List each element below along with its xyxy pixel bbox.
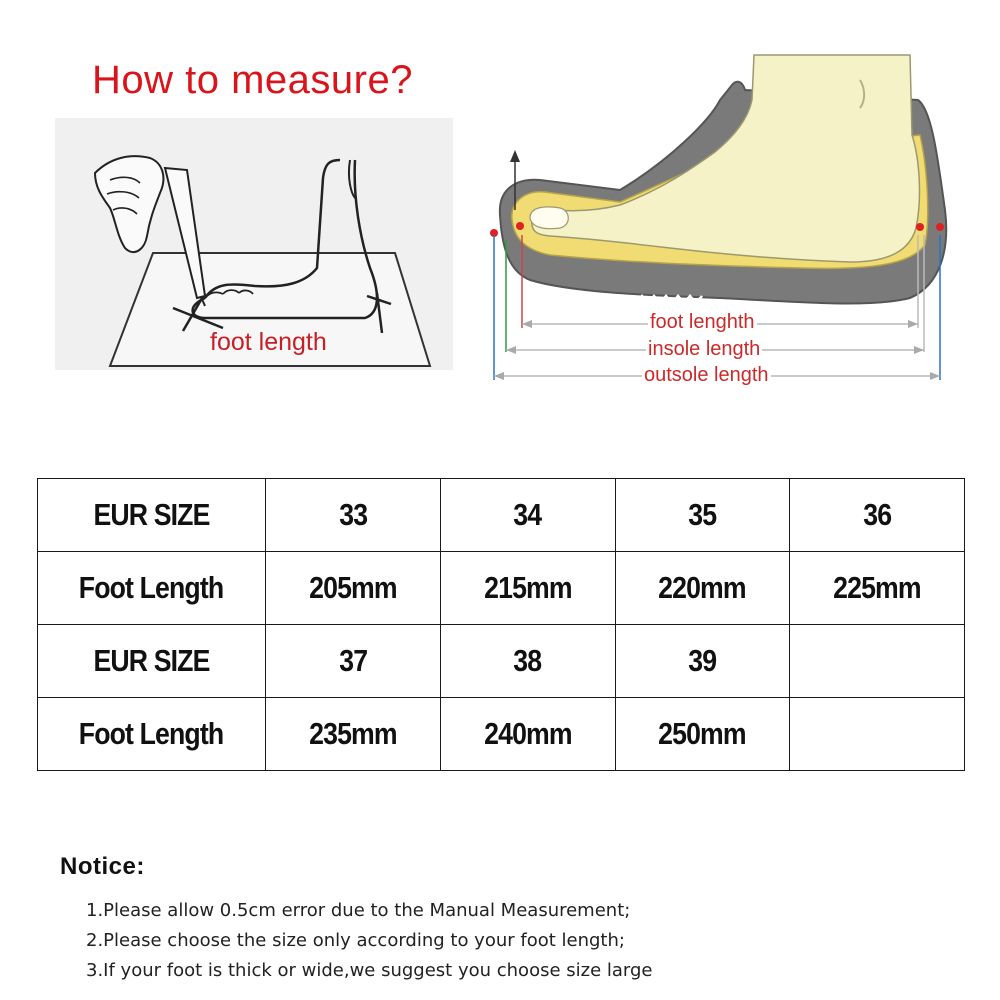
table-cell: 215mm [440, 552, 615, 625]
table-row [38, 698, 965, 771]
table-cell: 250mm [615, 698, 790, 771]
table-cell [790, 698, 965, 771]
outsole-length-label: outsole length [644, 364, 769, 386]
row-label-foot-length: Foot Length [38, 698, 266, 771]
table-cell: 35 [615, 479, 790, 552]
page-title: How to measure? [92, 58, 413, 102]
table-cell [790, 625, 965, 698]
size-chart-table [37, 478, 965, 771]
table-row [38, 552, 965, 625]
table-row [38, 625, 965, 698]
table-cell: 38 [440, 625, 615, 698]
notice-item-2: 2.Please choose the size only according to your foot length; [86, 930, 625, 951]
table-cell: 220mm [615, 552, 790, 625]
table-cell: 225mm [790, 552, 965, 625]
foot-point-back [916, 223, 924, 231]
outsole-point-back [936, 223, 944, 231]
insole-length-label: insole length [648, 338, 761, 360]
table-cell: 240mm [440, 698, 615, 771]
shoe-section-illustration [470, 40, 960, 400]
foot-shape [532, 55, 920, 262]
table-cell: 39 [615, 625, 790, 698]
table-cell: 33 [266, 479, 441, 552]
foot-point-front [516, 222, 524, 230]
table-cell: 34 [440, 479, 615, 552]
foot-length-label: foot lenghth [650, 311, 755, 333]
row-label-foot-length: Foot Length [38, 552, 266, 625]
table-cell: 37 [266, 625, 441, 698]
row-label-eur-size: EUR SIZE [38, 625, 266, 698]
notice-item-3: 3.If your foot is thick or wide,we suggest you choose size large [86, 960, 653, 981]
table-cell: 205mm [266, 552, 441, 625]
row-label-eur-size: EUR SIZE [38, 479, 266, 552]
table-cell: 36 [790, 479, 965, 552]
notice-title: Notice: [60, 853, 145, 880]
notice-item-1: 1.Please allow 0.5cm error due to the Manual Measurement; [86, 900, 631, 921]
foot-length-caption: foot length [210, 328, 327, 356]
table-cell: 235mm [266, 698, 441, 771]
table-row [38, 479, 965, 552]
